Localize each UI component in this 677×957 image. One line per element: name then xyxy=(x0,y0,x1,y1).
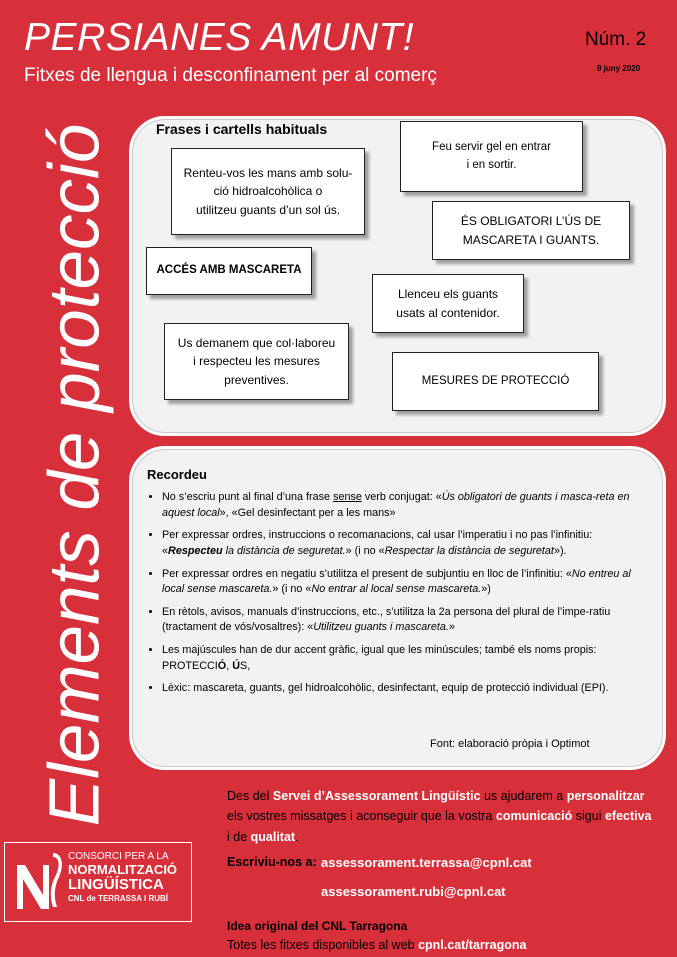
sign-card-mandatory xyxy=(432,201,630,260)
list-item: • Per expressar ordres en negatiu s’utilitza el present de subjuntiu en lloc de l’infinitiu: «No entreu al local sense mascareta.» (i no «No entrar al local sense mascareta.») xyxy=(162,567,652,598)
contact-label: Escriviu-nos a: xyxy=(227,855,317,869)
service-paragraph: Des del Servei d’Assessorament Lingüístic us ajudarem a personalitzar els vostres missatges i aconseguir que la vostra comunicació sigui efectiva i de qualitat. xyxy=(227,789,652,844)
website-link[interactable]: cpnl.cat/tarragona xyxy=(418,938,527,952)
card-line: MESURES DE PROTECCIÓ xyxy=(421,374,570,387)
card-line: i respecteu les mesures xyxy=(193,354,320,369)
card-line: Feu servir gel en entrar xyxy=(432,140,551,153)
cpnl-logo-text xyxy=(68,851,177,904)
original-idea-credit: Idea original del CNL Tarragona xyxy=(227,919,408,933)
sign-card-wash-hands xyxy=(171,148,365,235)
all-sheets-line: Totes les fitxes disponibles al web cpnl.cat/tarragona xyxy=(227,938,527,952)
card-line: usats al contenidor. xyxy=(396,305,500,320)
list-item: • Per expressar ordres, instruccions o recomanacions, cal usar l’imperatiu i no pas l’infinitiu: «Respecteu la distància de seguretat.» (i no «Respectar la distància de seguretat»). xyxy=(162,528,652,559)
source-note: Font: elaboració pròpia i Optimot xyxy=(430,738,590,750)
card-line: Llenceu els guants xyxy=(397,286,499,301)
cpnl-logo-mark-icon xyxy=(13,851,63,913)
sign-card-gloves-bin xyxy=(372,274,524,333)
logo-line: CNL de TERRASSA I RUBÍ xyxy=(68,893,169,903)
card-line: ció hidroalcohòlica o xyxy=(213,184,323,199)
logo-line: LINGÜÍSTICA xyxy=(68,876,164,894)
recordeu-title: Recordeu xyxy=(147,467,207,482)
sign-card-gel xyxy=(400,121,583,192)
card-line: ACCÉS AMB MASCARETA xyxy=(156,264,302,277)
sign-card-protection-measures xyxy=(392,352,599,411)
cpnl-logo xyxy=(4,842,192,922)
card-line: MASCARETA I GUANTS. xyxy=(462,232,600,247)
sign-card-collaborate xyxy=(164,323,349,400)
card-line: preventives. xyxy=(224,372,289,387)
logo-line: CONSORCI PER A LA xyxy=(68,851,169,862)
card-line: Renteu-vos les mans amb solu- xyxy=(183,165,353,180)
issue-date: 9 juny 2020 xyxy=(597,64,641,73)
card-line: ÉS OBLIGATORI L’ÚS DE xyxy=(460,213,602,228)
vertical-title-container xyxy=(32,118,118,832)
page-subtitle: Fitxes de llengua i desconfinament per al comerç xyxy=(24,65,437,86)
recordeu-list xyxy=(146,490,652,704)
list-item: • En rètols, avisos, manuals d’instruccions, etc., s’utilitza la 2a persona del plural de l’impe-ratiu (tractament de vós/vosaltres): «Utilitzeu guants i mascareta.» xyxy=(162,605,652,636)
card-line: Us demanem que col·laboreu xyxy=(177,335,336,350)
list-item: • No s’escriu punt al final d’una frase sense verb conjugat: «Ús obligatori de guants i masca-reta en aquest local», «Gel desinfectant per a les mans» xyxy=(162,490,652,521)
list-item: • Lèxic: mascareta, guants, gel hidroalcohòlic, desinfectant, equip de protecció individual (EPI). xyxy=(162,681,652,697)
list-item: • Les majúscules han de dur accent gràfic, igual que les minúscules; també els noms propis: PROTECCIÓ, ÚS, xyxy=(162,643,652,674)
issue-number: Núm. 2 xyxy=(585,29,647,50)
email-link-rubi[interactable]: assessorament.rubi@cpnl.cat xyxy=(321,884,506,899)
logo-line: NORMALITZACIÓ xyxy=(68,862,178,877)
card-line: utilitzeu guants d’un sol ús. xyxy=(195,202,341,217)
email-link-terrassa[interactable]: assessorament.terrassa@cpnl.cat xyxy=(321,855,532,870)
page-title: PERSIANES AMUNT! xyxy=(24,16,415,59)
card-line: i en sortir. xyxy=(466,158,517,171)
signs-title: Frases i cartells habituals xyxy=(156,121,328,137)
vertical-title: Elements de protecció xyxy=(35,123,115,827)
sign-card-access-mask xyxy=(146,247,312,295)
